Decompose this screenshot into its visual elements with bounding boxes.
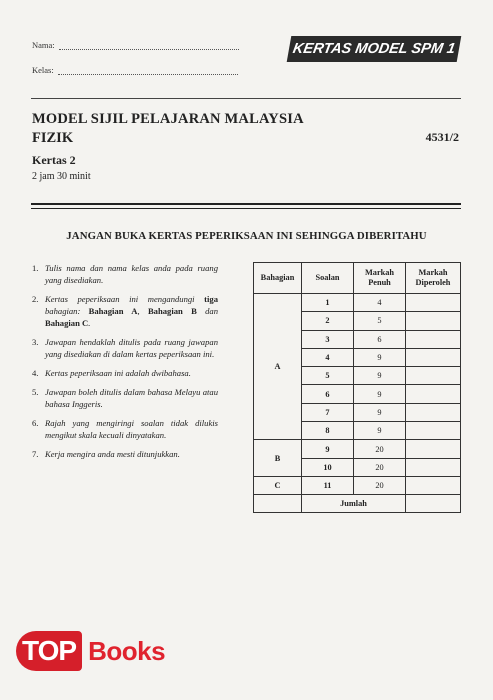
full-mark-cell: 9 xyxy=(354,367,406,385)
instruction-fragment: Jawapan boleh ditulis dalam bahasa Melayu atau bahasa Inggeris. xyxy=(45,387,218,409)
instruction-fragment: Kertas peperiksaan ini adalah dwibahasa. xyxy=(45,368,191,378)
instruction-fragment: , xyxy=(137,306,148,316)
question-cell: 1 xyxy=(302,294,354,312)
name-line[interactable] xyxy=(59,42,239,50)
divider-thick xyxy=(31,203,461,205)
question-cell: 10 xyxy=(302,458,354,476)
instruction-item xyxy=(32,336,218,360)
instruction-fragment: . xyxy=(88,318,91,328)
table-row xyxy=(254,476,461,494)
exam-title: MODEL SIJIL PELAJARAN MALAYSIA xyxy=(32,111,304,127)
full-mark-cell: 9 xyxy=(354,403,406,421)
section-cell: B xyxy=(254,440,302,477)
obtained-mark-cell[interactable] xyxy=(406,385,461,403)
instruction-fragment: Jawapan hendaklah ditulis pada ruang jawapan yang disediakan di dalam kertas peperiksaan ini. xyxy=(45,337,218,359)
exam-duration: 2 jam 30 minit xyxy=(32,171,91,182)
total-obtained-cell[interactable] xyxy=(406,495,461,513)
section-cell: A xyxy=(254,294,302,440)
full-mark-cell: 20 xyxy=(354,476,406,494)
full-mark-cell: 6 xyxy=(354,330,406,348)
total-label: Jumlah xyxy=(302,495,406,513)
instruction-fragment: Kertas peperiksaan ini mengandungi xyxy=(45,294,205,304)
header-soalan: Soalan xyxy=(302,263,354,294)
marks-table xyxy=(253,262,461,513)
instruction-text xyxy=(45,293,218,329)
instruction-number: 3. xyxy=(32,337,39,347)
instruction-emphasis: Bahagian C xyxy=(45,318,89,328)
instruction-emphasis: Bahagian B xyxy=(147,306,197,316)
instruction-emphasis: tiga xyxy=(204,294,218,304)
question-cell: 8 xyxy=(302,422,354,440)
full-mark-cell: 9 xyxy=(354,422,406,440)
instruction-item xyxy=(32,448,218,460)
instruction-fragment: dan xyxy=(196,306,219,316)
divider-thin xyxy=(31,208,461,209)
instruction-fragment: Rajah yang mengiringi soalan tidak dilukis mengikut skala kecuali dinyatakan. xyxy=(45,418,218,440)
full-mark-cell: 9 xyxy=(354,385,406,403)
instruction-text xyxy=(45,262,218,286)
instruction-text xyxy=(45,448,180,460)
obtained-mark-cell[interactable] xyxy=(406,312,461,330)
instruction-text xyxy=(45,417,218,441)
full-mark-cell: 20 xyxy=(354,440,406,458)
total-row xyxy=(254,495,461,513)
table-header-row xyxy=(254,263,461,294)
instruction-emphasis: Bahagian A xyxy=(88,306,138,316)
instruction-number: 5. xyxy=(32,387,39,397)
instruction-item xyxy=(32,417,218,441)
instruction-item xyxy=(32,262,218,286)
table-row xyxy=(254,294,461,312)
logo-books-text: Books xyxy=(88,635,166,666)
subject-code: 4531/2 xyxy=(425,130,459,144)
instruction-number: 1. xyxy=(32,263,39,273)
class-line[interactable] xyxy=(58,67,238,75)
instructions-list xyxy=(32,262,218,467)
obtained-mark-cell[interactable] xyxy=(406,330,461,348)
logo-top-mark: TOP xyxy=(16,631,82,671)
do-not-open-warning: JANGAN BUKA KERTAS PEPERIKSAAN INI SEHINGGA DIBERITAHU xyxy=(66,230,427,242)
obtained-mark-cell[interactable] xyxy=(406,476,461,494)
question-cell: 9 xyxy=(302,440,354,458)
obtained-mark-cell[interactable] xyxy=(406,440,461,458)
class-label: Kelas: xyxy=(32,65,54,75)
instruction-number: 6. xyxy=(32,418,39,428)
question-cell: 11 xyxy=(302,476,354,494)
instruction-number: 4. xyxy=(32,368,39,378)
instruction-item xyxy=(32,367,218,379)
paper-name: Kertas 2 xyxy=(32,153,76,167)
instruction-text xyxy=(45,336,218,360)
instruction-item xyxy=(32,386,218,410)
question-cell: 7 xyxy=(302,403,354,421)
question-cell: 4 xyxy=(302,348,354,366)
class-field[interactable] xyxy=(32,65,238,75)
full-mark-cell: 9 xyxy=(354,348,406,366)
instruction-fragment: bahagian: xyxy=(45,306,89,316)
topbooks-logo xyxy=(16,631,165,671)
obtained-mark-cell[interactable] xyxy=(406,458,461,476)
instruction-text xyxy=(45,386,218,410)
obtained-mark-cell[interactable] xyxy=(406,403,461,421)
header-markah-diperoleh: Markah Diperoleh xyxy=(406,263,461,294)
obtained-mark-cell[interactable] xyxy=(406,294,461,312)
question-cell: 2 xyxy=(302,312,354,330)
name-label: Nama: xyxy=(32,40,55,50)
header-bahagian: Bahagian xyxy=(254,263,302,294)
paper-badge: KERTAS MODEL SPM 1 xyxy=(287,36,462,62)
question-cell: 3 xyxy=(302,330,354,348)
section-cell: C xyxy=(254,476,302,494)
table-row xyxy=(254,440,461,458)
obtained-mark-cell[interactable] xyxy=(406,348,461,366)
obtained-mark-cell[interactable] xyxy=(406,422,461,440)
instruction-number: 2. xyxy=(32,294,39,304)
name-field[interactable] xyxy=(32,40,239,50)
instruction-fragment: Tulis nama dan nama kelas anda pada ruang yang disediakan. xyxy=(45,263,218,285)
instruction-fragment: Kerja mengira anda mesti ditunjukkan. xyxy=(45,449,180,459)
full-mark-cell: 5 xyxy=(354,312,406,330)
obtained-mark-cell[interactable] xyxy=(406,367,461,385)
question-cell: 6 xyxy=(302,385,354,403)
instruction-text xyxy=(45,367,191,379)
instruction-item xyxy=(32,293,218,329)
full-mark-cell: 20 xyxy=(354,458,406,476)
total-blank-cell xyxy=(254,495,302,513)
instruction-number: 7. xyxy=(32,449,39,459)
full-mark-cell: 4 xyxy=(354,294,406,312)
subject-title: FIZIK xyxy=(32,130,74,146)
header-markah-penuh: Markah Penuh xyxy=(354,263,406,294)
question-cell: 5 xyxy=(302,367,354,385)
divider-top xyxy=(31,98,461,99)
